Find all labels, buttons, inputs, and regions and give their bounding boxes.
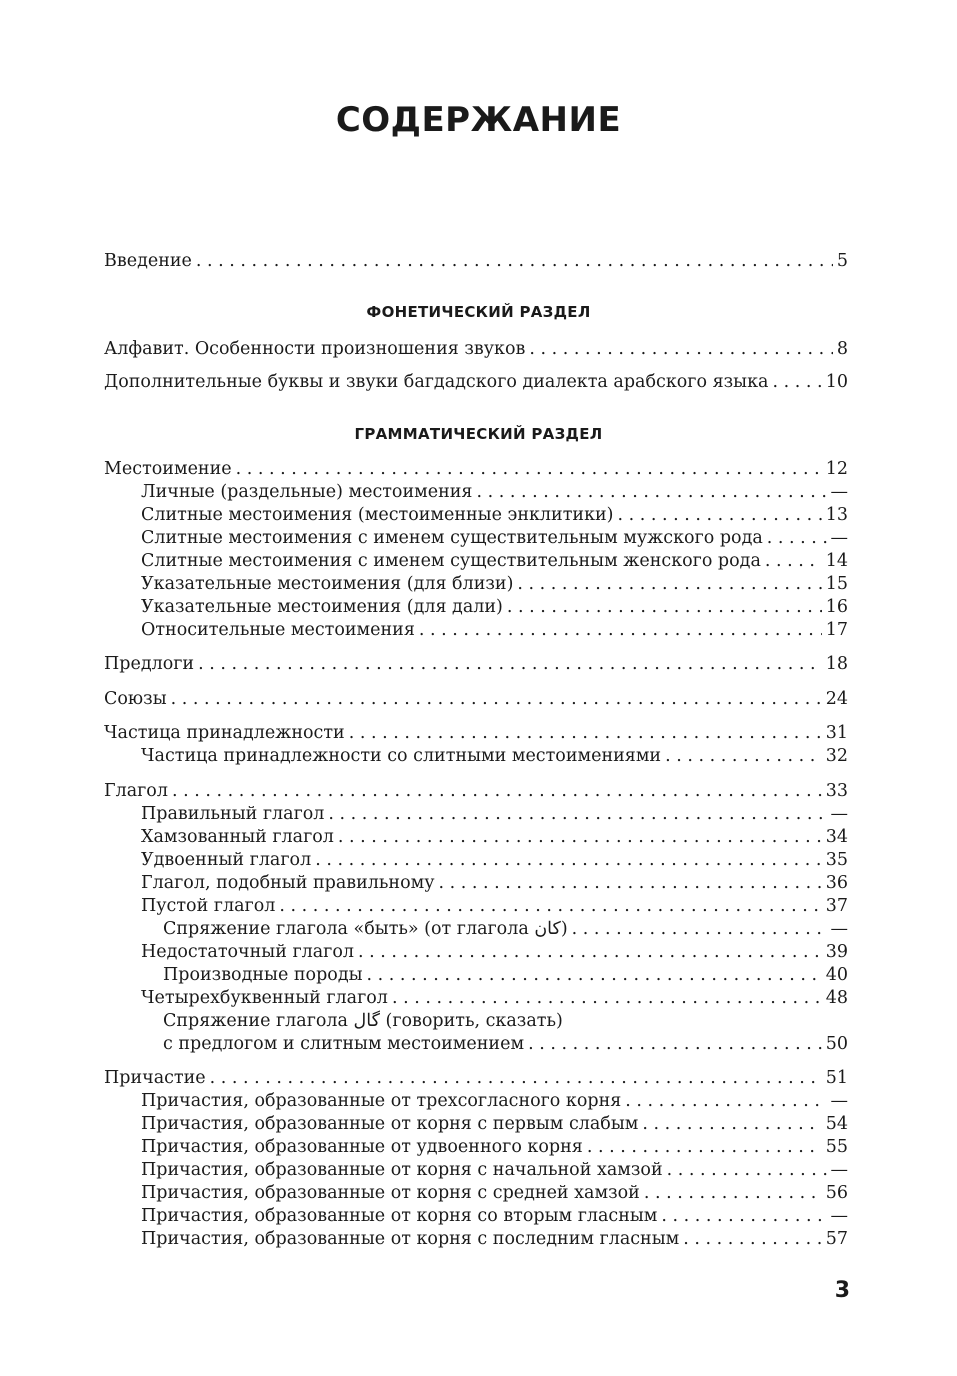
dot-leader — [618, 504, 822, 527]
toc-entry[interactable] — [104, 596, 848, 619]
dot-leader — [419, 619, 822, 642]
toc-entry[interactable] — [104, 338, 848, 361]
toc-entry[interactable] — [104, 1205, 848, 1228]
entry-label: Производные породы — [163, 965, 363, 985]
entry-page: 35 — [825, 850, 848, 870]
entry-page: 14 — [825, 551, 848, 571]
toc-entry[interactable] — [104, 872, 848, 895]
dot-leader — [661, 1205, 826, 1228]
entry-page: 16 — [825, 597, 848, 617]
toc-particle-group — [104, 722, 848, 768]
toc-conjunctions — [104, 688, 848, 711]
toc-entry[interactable] — [104, 964, 848, 987]
entry-label: Слитные местоимения с именем существительным мужского рода — [141, 528, 763, 548]
dot-leader — [279, 895, 821, 918]
toc-entry[interactable] — [104, 371, 848, 394]
toc-phonetic-2 — [104, 371, 848, 394]
entry-page: 39 — [825, 942, 848, 962]
toc-entry[interactable] — [104, 504, 848, 527]
toc-entry[interactable] — [104, 895, 848, 918]
entry-page: 33 — [825, 781, 848, 801]
toc-phonetic — [104, 338, 848, 361]
dot-leader — [765, 550, 822, 573]
entry-page: 57 — [825, 1229, 848, 1249]
dot-leader — [507, 596, 822, 619]
toc-entry[interactable] — [104, 1159, 848, 1182]
entry-label: Глагол — [104, 781, 168, 801]
entry-label: Указательные местоимения (для дали) — [141, 597, 503, 617]
dot-leader — [328, 803, 826, 826]
toc-intro — [104, 250, 848, 273]
toc-entry[interactable] — [104, 987, 848, 1010]
toc-entry[interactable] — [104, 1113, 848, 1136]
toc-participle-group — [104, 1067, 848, 1251]
dot-leader — [528, 1033, 822, 1056]
dot-leader — [644, 1182, 822, 1205]
entry-label: Местоимение — [104, 459, 232, 479]
dot-leader — [439, 872, 822, 895]
toc-entry[interactable] — [104, 653, 848, 676]
entry-label: Личные (раздельные) местоимения — [141, 482, 473, 502]
dot-leader — [767, 527, 827, 550]
entry-page: — — [830, 1160, 848, 1180]
entry-label: Причастие — [104, 1068, 206, 1088]
entry-label: Указательные местоимения (для близи) — [141, 574, 514, 594]
entry-page: 15 — [825, 574, 848, 594]
toc-entry[interactable] — [104, 481, 848, 504]
entry-label: Предлоги — [104, 654, 195, 674]
entry-label: Четырехбуквенный глагол — [141, 988, 388, 1008]
entry-page: 51 — [825, 1068, 848, 1088]
toc-verb-group — [104, 780, 848, 1056]
toc-entry[interactable] — [104, 1090, 848, 1113]
entry-page: — — [830, 919, 848, 939]
dot-leader — [172, 780, 822, 803]
entry-page: 17 — [825, 620, 848, 640]
toc-entry[interactable] — [104, 458, 848, 481]
entry-page: 54 — [825, 1114, 848, 1134]
dot-leader — [665, 745, 822, 768]
entry-page: 31 — [825, 723, 848, 743]
entry-page: 13 — [825, 505, 848, 525]
entry-label: Спряжение глагола «быть» (от глагола كان) — [163, 919, 568, 939]
entry-label: Правильный глагол — [141, 804, 325, 824]
toc-entry[interactable] — [104, 573, 848, 596]
entry-page: 8 — [836, 339, 848, 359]
entry-page: 56 — [825, 1183, 848, 1203]
entry-label: Причастия, образованные от корня с средней хамзой — [141, 1183, 640, 1203]
dot-leader — [642, 1113, 821, 1136]
entry-label: Слитные местоимения с именем существительным женского рода — [141, 551, 761, 571]
toc-entry[interactable] — [104, 1182, 848, 1205]
dot-leader — [772, 371, 821, 394]
entry-label: Спряжение глагола گال (говорить, сказать) — [163, 1011, 563, 1031]
entry-page: 18 — [825, 654, 848, 674]
entry-label: с предлогом и слитным местоимением — [163, 1034, 525, 1054]
toc-entry[interactable] — [104, 826, 848, 849]
entry-label: Причастия, образованные от корня со вторым гласным — [141, 1206, 658, 1226]
entry-label: Причастия, образованные от корня с начальной хамзой — [141, 1160, 663, 1180]
dot-leader — [572, 918, 827, 941]
dot-leader — [587, 1136, 822, 1159]
entry-label: Пустой глагол — [141, 896, 276, 916]
entry-label: Удвоенный глагол — [141, 850, 312, 870]
toc-entry[interactable] — [104, 745, 848, 768]
entry-label: Частица принадлежности — [104, 723, 345, 743]
entry-page: 34 — [825, 827, 848, 847]
entry-label: Слитные местоимения (местоименные энклитики) — [141, 505, 614, 525]
entry-page: 10 — [825, 372, 848, 392]
entry-page: 32 — [825, 746, 848, 766]
entry-page: 36 — [825, 873, 848, 893]
dot-leader — [392, 987, 822, 1010]
dot-leader — [338, 826, 822, 849]
toc-entry[interactable] — [104, 250, 848, 273]
toc-prepositions — [104, 653, 848, 676]
toc-entry[interactable] — [104, 918, 848, 941]
entry-page: 37 — [825, 896, 848, 916]
entry-page: 12 — [825, 459, 848, 479]
entry-page: — — [830, 804, 848, 824]
toc-entry[interactable] — [104, 1010, 848, 1033]
toc-entry[interactable] — [104, 688, 848, 711]
entry-label: Введение — [104, 251, 192, 271]
toc-entry[interactable] — [104, 1067, 848, 1090]
toc-entry[interactable] — [104, 550, 848, 573]
entry-page: 50 — [825, 1034, 848, 1054]
section-heading-phonetic: ФОНЕТИЧЕСКИЙ РАЗДЕЛ — [366, 303, 591, 321]
entry-label: Глагол, подобный правильному — [141, 873, 435, 893]
page-number: 3 — [834, 1278, 850, 1303]
page-title: СОДЕРЖАНИЕ — [335, 100, 622, 140]
dot-leader — [683, 1228, 821, 1251]
dot-leader — [476, 481, 826, 504]
entry-page: 48 — [825, 988, 848, 1008]
entry-page: — — [830, 1091, 848, 1111]
entry-page: 24 — [825, 689, 848, 709]
toc-entry[interactable] — [104, 722, 848, 745]
entry-page: 55 — [825, 1137, 848, 1157]
entry-page: — — [830, 482, 848, 502]
toc-entry[interactable] — [104, 527, 848, 550]
toc-pronoun-group — [104, 458, 848, 642]
dot-leader — [367, 964, 822, 987]
dot-leader — [358, 941, 822, 964]
toc-entry[interactable] — [104, 941, 848, 964]
toc-entry[interactable] — [104, 1228, 848, 1251]
entry-page: 40 — [825, 965, 848, 985]
entry-label: Недостаточный глагол — [141, 942, 354, 962]
entry-label: Алфавит. Особенности произношения звуков — [104, 339, 526, 359]
dot-leader — [349, 722, 822, 745]
dot-leader — [667, 1159, 827, 1182]
entry-label: Причастия, образованные от трехсогласного корня — [141, 1091, 622, 1111]
entry-label: Причастия, образованные от корня с последним гласным — [141, 1229, 680, 1249]
toc-entry[interactable] — [104, 849, 848, 872]
toc-entry[interactable] — [104, 780, 848, 803]
entry-label: Относительные местоимения — [141, 620, 415, 640]
dot-leader — [236, 458, 822, 481]
toc-entry[interactable] — [104, 1136, 848, 1159]
entry-label: Причастия, образованные от корня с первым слабым — [141, 1114, 639, 1134]
entry-label: Союзы — [104, 689, 167, 709]
entry-label: Дополнительные буквы и звуки багдадского диалекта арабского языка — [104, 372, 769, 392]
entry-label: Причастия, образованные от удвоенного корня — [141, 1137, 583, 1157]
dot-leader — [196, 250, 833, 273]
dot-leader — [210, 1067, 822, 1090]
dot-leader — [625, 1090, 826, 1113]
entry-label: Частица принадлежности со слитными местоимениями — [141, 746, 662, 766]
toc-entry[interactable] — [104, 803, 848, 826]
dot-leader — [315, 849, 822, 872]
section-heading-grammar: ГРАММАТИЧЕСКИЙ РАЗДЕЛ — [354, 425, 603, 443]
dot-leader — [198, 653, 822, 676]
dot-leader — [171, 688, 822, 711]
toc-entry[interactable] — [104, 619, 848, 642]
dot-leader — [517, 573, 821, 596]
entry-label: Хамзованный глагол — [141, 827, 334, 847]
entry-page: — — [830, 528, 848, 548]
entry-page: — — [830, 1206, 848, 1226]
entry-page: 5 — [836, 251, 848, 271]
toc-entry[interactable] — [104, 1033, 848, 1056]
dot-leader — [529, 338, 833, 361]
